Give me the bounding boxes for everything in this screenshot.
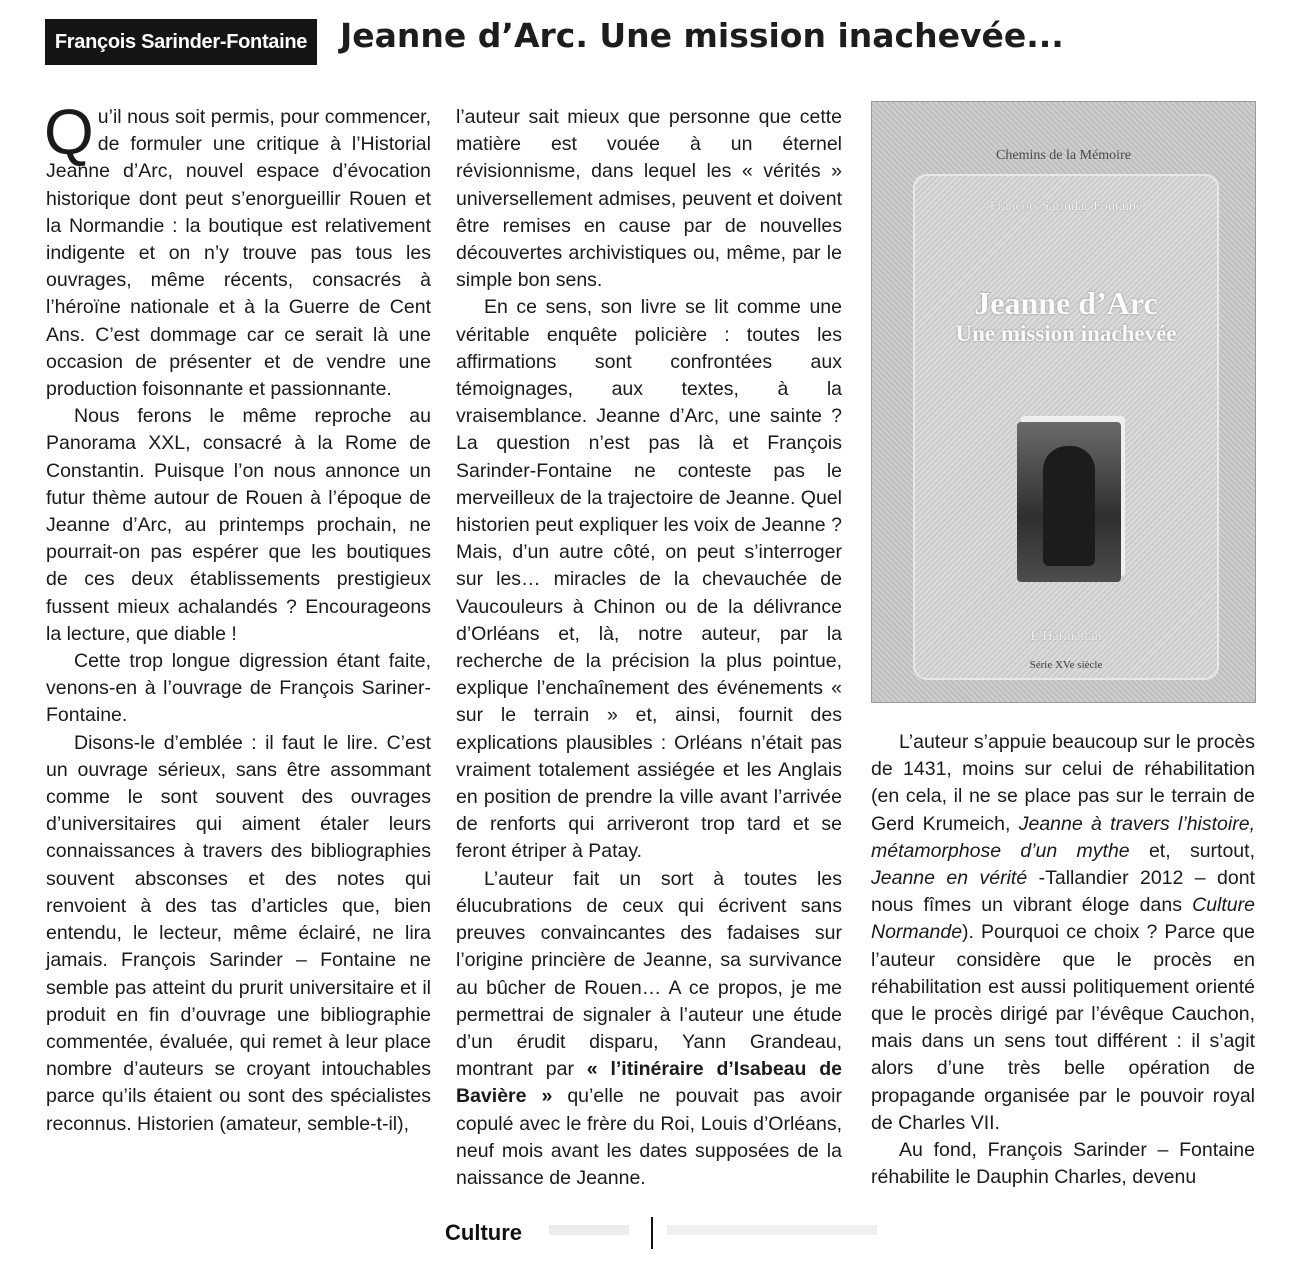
paragraph-text: L’auteur fait un sort à toutes les élucubrations de ceux qui écrivent sans preuves convaincantes des fadaises sur l’origine princière de Jeanne, sa survivance au bûcher de Rouen… A ce propos, je me permettrai de signaler à l’auteur une étude d’un érudit disparu, Yann Grandeau, montrant par — [456, 867, 842, 1081]
paragraph-text: u’il nous soit permis, pour commencer, de formuler une critique à l’Historial Jeanne d’Arc, nouvel espace d’évocation historique dont peut s’enorgueillir Rouen et la Normandie : la boutique est relativement indigente et on n’y trouve pas tous les ouvrages, même récents, consacrés à l’héroïne nationale et à la Guerre de Cent Ans. C’est dommage car ce serait là une occasion de présenter et de vendre une production foisonnante et passionnante. — [46, 106, 431, 401]
book-publisher: L’Harmattan — [1030, 629, 1102, 644]
knight-figure — [1043, 446, 1095, 566]
book-title-line-1: Jeanne d’Arc — [974, 285, 1158, 321]
bold-reference: « l’itinéraire d’Isabeau de Bavière » — [456, 1058, 842, 1108]
author-box — [45, 19, 317, 65]
paragraph: En ce sens, son livre se lit comme une véritable enquête policière : toutes les affirmations sont confrontées aux témoignages, aux textes, à la vraisemblance. Jeanne d’Arc, une sainte ? La question n’est pas là et François Sarinder-Fontaine ne conteste pas le merveilleux de la trajectoire de Jeanne. Quel historien peut expliquer les voix de Jeanne ? Mais, d’un autre côté, on peut s’interroger sur les… miracles de la chevauchée de Vaucouleurs à Chinon ou de la délivrance d’Orléans et, là, notre auteur, par la recherche de la précision la plus pointue, explique l’enchaînement des événements « sur le terrain » et, ainsi, fournit des explications plausibles : Orléans n’était pas vraiment totalement assiégée et les Anglais en position de prendre la ville avant l’arrivée de renforts qui arriveront trop tard et se feront étriper à Patay. — [456, 296, 842, 863]
book-reference: Jeanne en vérité — [871, 867, 1028, 890]
column-3 — [871, 729, 1255, 1191]
paragraph — [871, 729, 1255, 1137]
drop-cap: Q — [44, 96, 94, 168]
column-2 — [456, 104, 842, 1192]
book-cover-panel — [913, 174, 1219, 680]
magazine-reference: Culture Normande — [871, 894, 1255, 944]
book-reference: Jeanne à travers l’histoire, métamorphose d’un mythe — [871, 812, 1255, 862]
paragraph-text: qu’elle ne pouvait pas avoir copulé avec le frère du Roi, Louis d’Orléans, neuf mois avant les dates supposées de la naissance de Jeanne. — [456, 1085, 842, 1189]
footer-section-label: Culture — [445, 1220, 522, 1245]
article-title: Jeanne d’Arc. Une mission inachevée... — [340, 16, 1064, 55]
column-1 — [44, 96, 431, 1138]
footer-faded-text — [549, 1225, 629, 1235]
paragraph-text: L’auteur s’appuie beaucoup sur le procès de 1431, moins sur celui de réhabilitation (en cela, il ne se place pas sur le terrain de Gerd Krumeich, — [871, 731, 1255, 835]
paragraph-text: -Tallandier 2012 – dont nous fîmes un vibrant éloge dans — [871, 867, 1255, 917]
author-name: François Sarinder-Fontaine — [54, 31, 308, 53]
footer-faded-text — [667, 1225, 877, 1235]
footer-separator — [651, 1217, 653, 1249]
paragraph: Nous ferons le même reproche au Panorama XXL, consacré à la Rome de Constantin. Puisque l’on nous annonce un futur thème autour de Rouen à l’époque de Jeanne d’Arc, au printemps prochain, ne pourrait-on pas espérer que les boutiques de ces deux établissements prestigieux fussent mieux achalandés ? Encourageons la lecture, que diable ! — [46, 405, 431, 645]
paragraph: l’auteur sait mieux que personne que cette matière est vouée à un éternel révisionnisme, dans lequel les « vérités » universellement admises, peuvent et doivent être remises en cause par de nouvelles découvertes archivistiques ou, même, par le simple bon sens. — [456, 106, 842, 292]
book-series: Chemins de la Mémoire — [996, 148, 1131, 163]
book-cover-image — [871, 101, 1256, 703]
paragraph — [456, 866, 842, 1192]
paragraph — [44, 96, 431, 403]
book-author: François Sarindar-Fontaine — [989, 199, 1143, 214]
paragraph: Au fond, François Sarinder – Fontaine réhabilite le Dauphin Charles, devenu — [871, 1139, 1255, 1189]
book-title — [913, 286, 1219, 348]
book-collection: Série XVe siècle — [1029, 659, 1103, 671]
book-title-line-2: Une mission inachevée — [955, 321, 1177, 346]
page-footer — [445, 1217, 945, 1249]
paragraph-text: et, surtout, — [1129, 839, 1255, 862]
paragraph: Disons-le d’emblée : il faut le lire. C’est un ouvrage sérieux, sans être assommant comme le sont souvent des ouvrages d’universitaires qui aiment étaler leurs connaissances à travers des bibliographies souvent absconses et des notes qui renvoient à des tas d’articles que, bien entendu, le lecteur, même éclairé, ne lira jamais. François Sarinder – Fontaine ne semble pas atteint du prurit universitaire et il produit en fin d’ouvrage une bibliographie commentée, évaluée, qui remet à leur place nombre d’auteurs se croyant intouchables parce qu’ils étaient ou sont des spécialistes reconnus. Historien (amateur, semble-t-il), — [46, 731, 431, 1135]
statue-illustration — [1017, 422, 1121, 582]
paragraph: Cette trop longue digression étant faite, venons-en à l’ouvrage de François Sariner-Fontaine. — [46, 650, 431, 727]
paragraph-text: ). Pourquoi ce choix ? Parce que l’auteur considère que le procès en réhabilitation est aussi politiquement orienté que le procès dirigé par l’évêque Cauchon, mais dans un sens tout différent : il s’agit alors d’une très belle opération de propagande organisée par le pouvoir royal de Charles VII. — [871, 921, 1255, 1134]
